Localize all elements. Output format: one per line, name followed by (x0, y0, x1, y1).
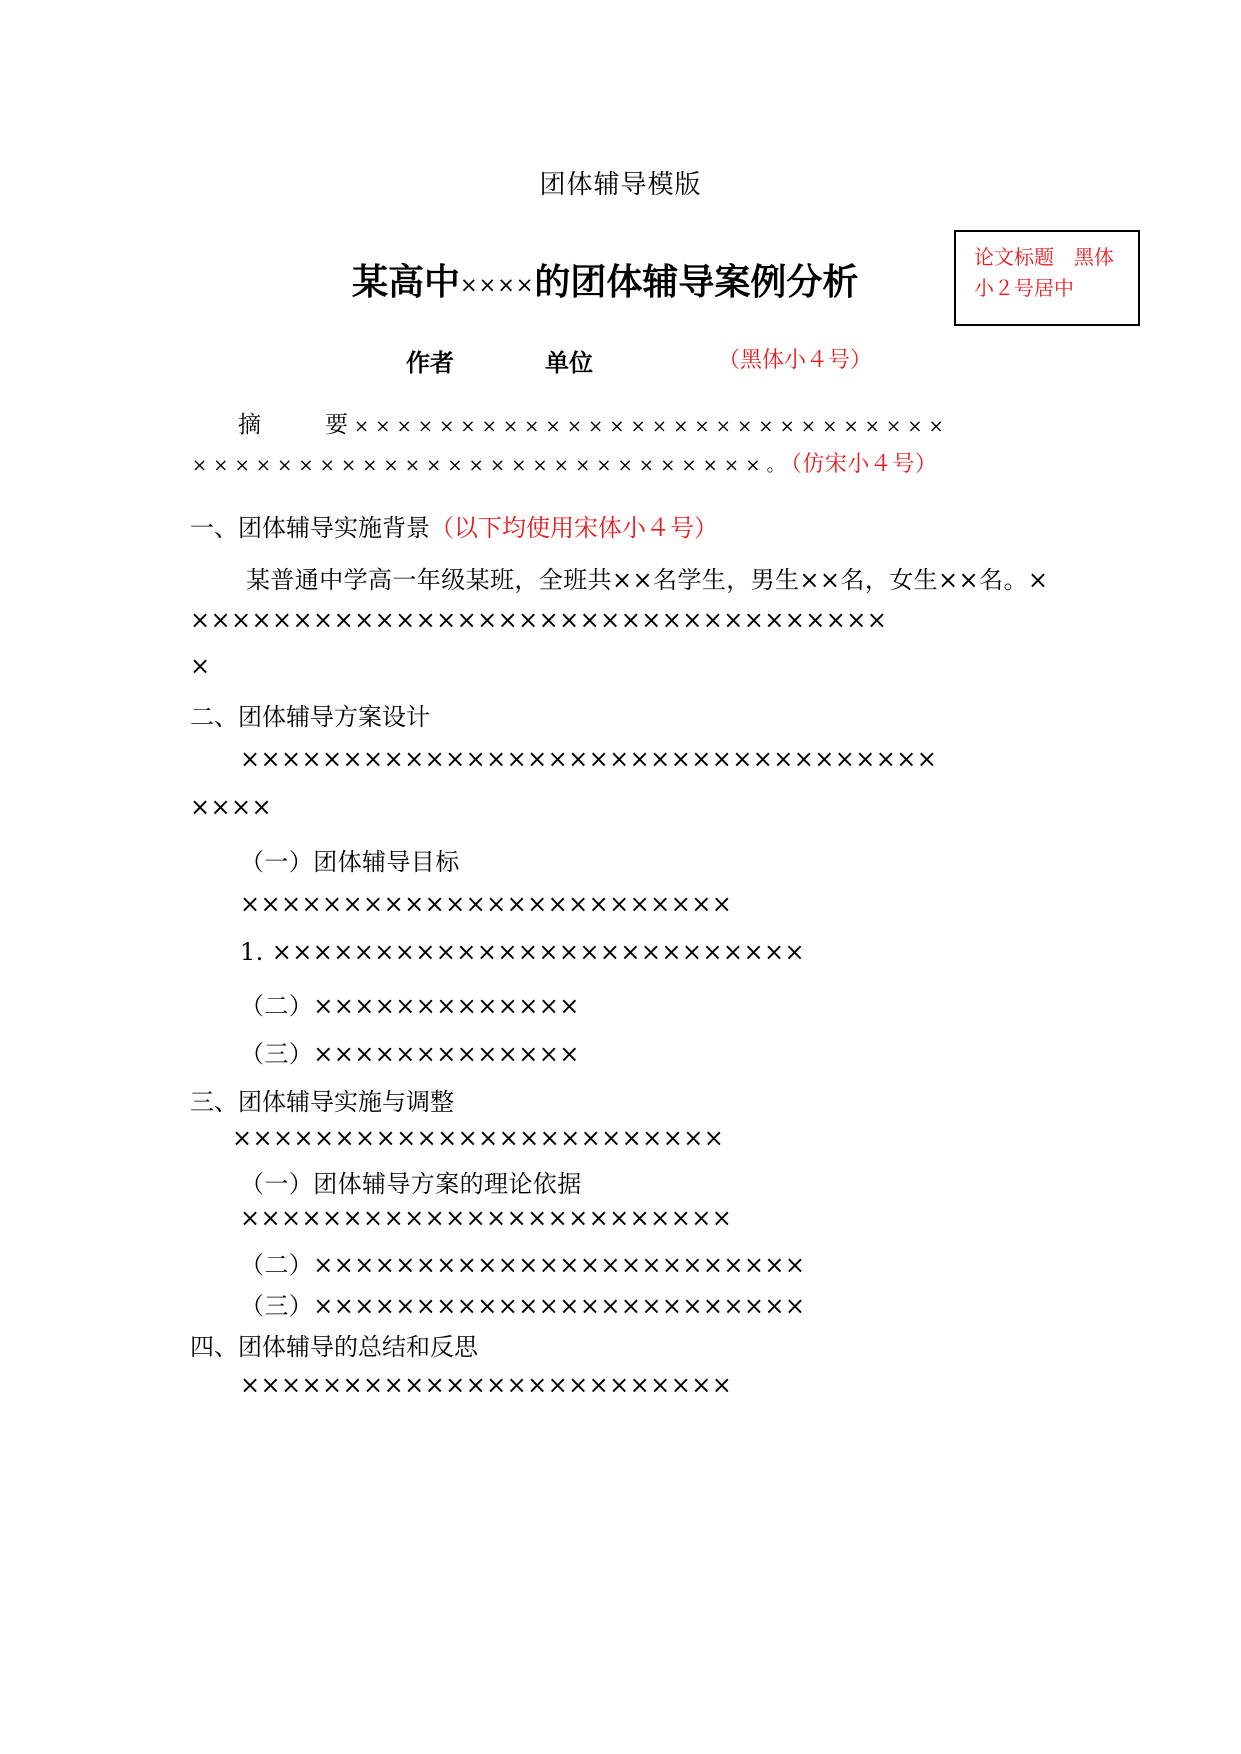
abstract-format-note: （仿宋小４号） (790, 452, 938, 477)
section-2-subsection-1-text: ×××××××××××××××××××××××× (240, 890, 733, 918)
section-1-format-note: （以下均使用宋体小４号） (430, 514, 718, 542)
section-2-title: 二、团体辅导方案设计 (190, 703, 430, 731)
section-4-title: 四、团体辅导的总结和反思 (190, 1333, 478, 1361)
abstract-line-1 (238, 406, 950, 439)
section-3-subsection-1-text: ×××××××××××××××××××××××× (240, 1204, 733, 1232)
abstract-label: 摘 要 (238, 412, 354, 438)
author-format-note: （黑体小４号） (718, 348, 873, 373)
section-2-paragraph-line-2: ×××× (190, 793, 273, 821)
section-1-title: 一、团体辅导实施背景 (190, 514, 430, 542)
section-2-subsection-2-title: （二）××××××××××××× (240, 992, 580, 1020)
abstract-text-2: ×××××××××××××××××××××××××××。 (192, 455, 791, 476)
section-4-text: ×××××××××××××××××××××××× (240, 1371, 733, 1399)
unit-label: 单位 (545, 349, 593, 377)
main-title-suffix: 的团体辅导案例分析 (534, 262, 859, 303)
abstract-line-2 (192, 447, 937, 478)
section-3-subsection-2-title: （二）×××××××××××××××××××××××× (240, 1251, 806, 1279)
main-title-placeholder: ×××× (460, 273, 535, 297)
section-3-subsection-3-title: （三）×××××××××××××××××××××××× (240, 1292, 806, 1320)
main-title-prefix: 某高中 (352, 262, 461, 303)
section-1-paragraph-line-2: ×××××××××××××××××××××××××××××××××× (190, 606, 888, 634)
abstract-text-1: ×××××××××××××××××××××××××××× (354, 416, 950, 437)
section-3-subsection-1-title: （一）团体辅导方案的理论依据 (240, 1170, 582, 1198)
section-1-paragraph-line-1: 某普通中学高一年级某班，全班共××名学生，男生××名，女生××名。× (246, 566, 1049, 594)
author-label: 作者 (406, 349, 454, 377)
section-2-paragraph-line-1: ×××××××××××××××××××××××××××××××××× (240, 745, 938, 773)
title-format-note-box (954, 230, 1140, 326)
section-3-title: 三、团体辅导实施与调整 (190, 1088, 454, 1116)
section-1-heading (190, 508, 718, 543)
section-2-subsection-1-title: （一）团体辅导目标 (240, 848, 460, 876)
section-2-list-item-1: 1. ×××××××××××××××××××××××××× (240, 938, 805, 966)
main-title (352, 254, 858, 305)
section-3-text: ×××××××××××××××××××××××× (232, 1124, 725, 1152)
header-title: 团体辅导模版 (539, 170, 702, 200)
section-1-paragraph-line-3: × (190, 652, 211, 680)
section-2-subsection-3-title: （三）××××××××××××× (240, 1040, 580, 1068)
title-format-note: 论文标题 黑体小２号居中 (974, 245, 1114, 300)
